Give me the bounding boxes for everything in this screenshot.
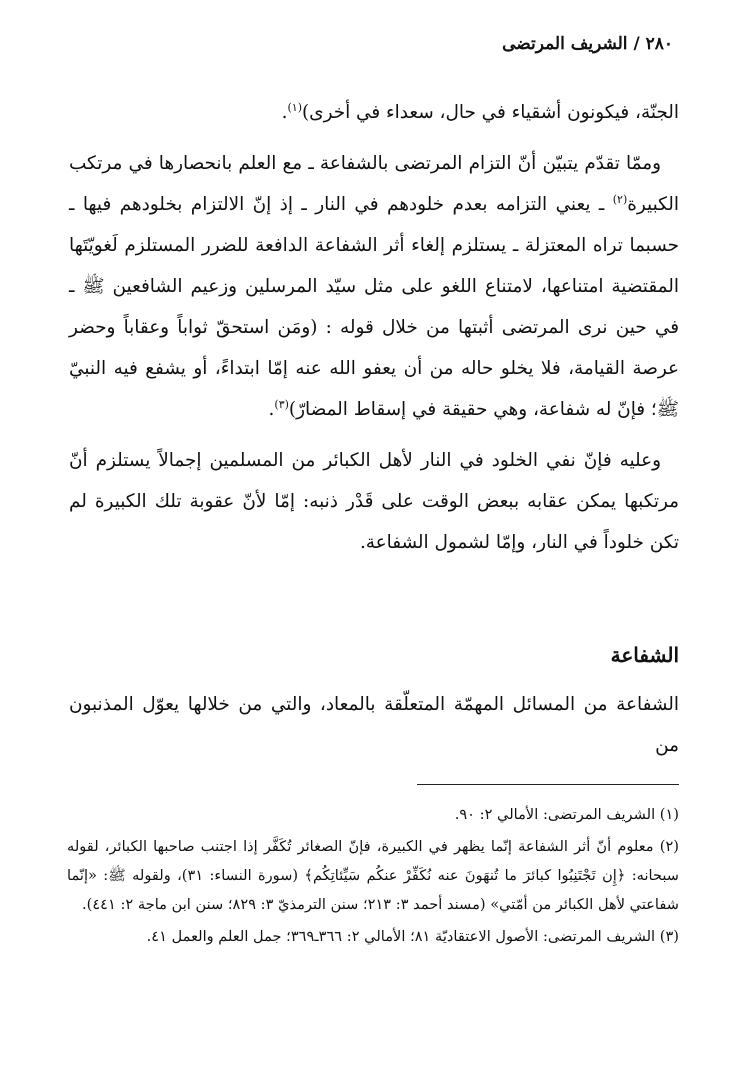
section-paragraph: الشفاعة من المسائل المهمّة المتعلّقة بالمعاد، والتي من خلالها يعوّل المذنبون من: [69, 694, 679, 756]
page-number: ٢٨٠: [645, 34, 673, 54]
paragraph-2-text-a: وممّا تقدّم يتبيّن أنّ التزام المرتضى بالشفاعة ـ مع العلم بانحصارها في مرتكب الكبيرة: [69, 153, 679, 215]
paragraph-2: [69, 143, 679, 430]
paragraph-2-end: .: [268, 399, 275, 420]
section-heading: الشفاعة: [610, 643, 679, 667]
footnote-3: (٣) الشريف المرتضى: الأصول الاعتقاديّة ٨١؛ الأمالي ٢: ٣٦٦ـ٣٦٩؛ جمل العلم والعمل ٤١.: [146, 928, 679, 945]
footnote-2: (٢) معلوم أنّ أثر الشفاعة إنّما يظهر في الكبيرة، فإنّ الصغائر تُكَفَّر إذا اجتنب صاحبها الكبائر، لقوله سبحانه: ﴿إِن تَجْتَنِبُوا كبائرَ ما تُنهَونَ عنه نُكَفِّرْ عنكُم سَيِّئاتِكُم﴾ (سورة النساء: ٣١)، ولقوله ﷺ: «إنّما شفاعتي لأهل الكبائر من أمّتي» (مسند أحمد ٣: ٢١٣؛ سنن الترمذيّ ٣: ٨٢٩؛ سنن ابن ماجة ٢: ٤٤١).: [67, 838, 679, 913]
paragraph-1-text: الجنّة، فيكونون أشقياء في حال، سعداء في أخرى): [302, 102, 679, 123]
footnote-ref-3: (٣): [274, 397, 289, 411]
footnote-1: (١) الشريف المرتضى: الأمالي ٢: ٩٠.: [454, 806, 679, 823]
footnote-divider: [417, 784, 679, 785]
footnotes: [67, 800, 679, 954]
footnote-ref-2: (٢): [612, 192, 628, 206]
header-separator: /: [633, 34, 640, 54]
paragraph-3: وعليه فإنّ نفي الخلود في النار لأهل الكبائر من المسلمين إجمالاً يستلزم أنّ مرتكبها يمكن عقابه ببعض الوقت على قَدْر ذنبه: إمّا لأنّ عقوبة تلك الكبيرة لم تكن خلوداً في النار، وإمّا لشمول الشفاعة.: [69, 450, 679, 553]
running-title: الشريف المرتضى: [502, 34, 628, 54]
footnote-ref-1: (١): [287, 100, 302, 114]
main-text: [69, 92, 679, 563]
paragraph-2-text-b: ـ يعني التزامه بعدم خلودهم في النار ـ إذ إنّ الالتزام بخلودهم فيها ـ حسبما تراه المعتزلة ـ يستلزم إلغاء أثر الشفاعة الدافعة للضرر المستلزم لَغويّتَها المقتضية امتناعها، لامتناع اللغو على مثل سيّد المرسلين وزعيم الشافعين ﷺ ـ في حين نرى المرتضى أثبتها من خلال قوله : (ومَن استحقّ ثواباً وعقاباً وحضر عرصة القيامة، فلا يخلو حاله من أن يعفو الله عنه إمّا ابتداءً، أو يشفع فيه النبيّ ﷺ؛ فإنّ له شفاعة، وهي حقيقة في إسقاط المضارّ): [69, 194, 679, 420]
running-header: [502, 34, 673, 54]
paragraph-1-end: .: [281, 102, 288, 123]
paragraph-1: [69, 92, 679, 133]
